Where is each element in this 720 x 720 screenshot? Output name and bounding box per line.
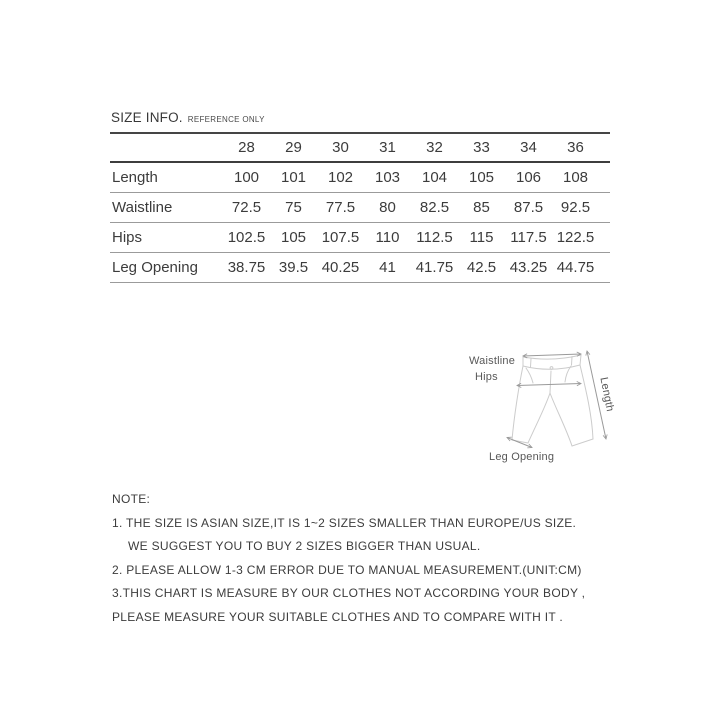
measurement-cell: 72.5 bbox=[223, 193, 270, 223]
measurement-cell: 100 bbox=[223, 162, 270, 193]
leg-opening-label: Leg Opening bbox=[489, 451, 555, 463]
measurement-cell: 82.5 bbox=[411, 193, 458, 223]
measurement-cell: 85 bbox=[458, 193, 505, 223]
table-row-length bbox=[110, 162, 610, 193]
measurement-cell: 38.75 bbox=[223, 253, 270, 283]
row-label-waistline: Waistline bbox=[110, 193, 223, 223]
measurement-cell: 42.5 bbox=[458, 253, 505, 283]
size-column-header: 30 bbox=[317, 133, 364, 162]
measurement-cell: 75 bbox=[270, 193, 317, 223]
page-title: SIZE INFO. bbox=[111, 110, 183, 125]
measurement-cell: 105 bbox=[270, 223, 317, 253]
measurement-cell: 44.75 bbox=[552, 253, 599, 283]
note-line: WE SUGGEST YOU TO BUY 2 SIZES BIGGER THAN USUAL. bbox=[128, 539, 481, 553]
size-column-header: 31 bbox=[364, 133, 411, 162]
measurement-cell: 40.25 bbox=[317, 253, 364, 283]
size-column-header: 34 bbox=[505, 133, 552, 162]
measurement-cell: 87.5 bbox=[505, 193, 552, 223]
measurement-cell: 41 bbox=[364, 253, 411, 283]
size-column-header: 36 bbox=[552, 133, 599, 162]
reference-note: REFERENCE ONLY bbox=[187, 115, 265, 124]
waistline-arrow-icon bbox=[523, 354, 581, 356]
measurement-cell: 103 bbox=[364, 162, 411, 193]
table-row-waistline bbox=[110, 193, 610, 223]
measurement-cell: 77.5 bbox=[317, 193, 364, 223]
corner-cell bbox=[110, 133, 223, 162]
hips-label: Hips bbox=[475, 371, 498, 383]
note-line: 1. THE SIZE IS ASIAN SIZE,IT IS 1~2 SIZES SMALLER THAN EUROPE/US SIZE. bbox=[112, 515, 577, 530]
size-column-header: 28 bbox=[223, 133, 270, 162]
size-column-header: 33 bbox=[458, 133, 505, 162]
size-table bbox=[110, 132, 610, 283]
measurement-cell: 110 bbox=[364, 223, 411, 253]
measurement-cell: 41.75 bbox=[411, 253, 458, 283]
length-label: Length bbox=[597, 376, 616, 413]
spacer-cell bbox=[599, 253, 610, 283]
measurement-cell: 122.5 bbox=[552, 223, 599, 253]
note-line: 2. PLEASE ALLOW 1-3 CM ERROR DUE TO MANUAL MEASUREMENT.(UNIT:CM) bbox=[112, 562, 582, 577]
measurement-cell: 117.5 bbox=[505, 223, 552, 253]
measurement-cell: 43.25 bbox=[505, 253, 552, 283]
measurement-cell: 112.5 bbox=[411, 223, 458, 253]
measurement-cell: 108 bbox=[552, 162, 599, 193]
hips-arrow-icon bbox=[517, 384, 581, 386]
table-row-leg-opening bbox=[110, 253, 610, 283]
note-line: PLEASE MEASURE YOUR SUITABLE CLOTHES AND TO COMPARE WITH IT . bbox=[112, 609, 564, 624]
notes-heading: NOTE: bbox=[112, 492, 151, 506]
measurement-cell: 102.5 bbox=[223, 223, 270, 253]
row-label-hips: Hips bbox=[110, 223, 223, 253]
row-label-leg-opening: Leg Opening bbox=[110, 253, 223, 283]
spacer-cell bbox=[599, 193, 610, 223]
measurement-cell: 107.5 bbox=[317, 223, 364, 253]
measurement-cell: 104 bbox=[411, 162, 458, 193]
waistline-label: Waistline bbox=[469, 355, 516, 367]
measurement-cell: 92.5 bbox=[552, 193, 599, 223]
pants-measurement-diagram bbox=[450, 335, 630, 470]
measurement-cell: 115 bbox=[458, 223, 505, 253]
size-header-row bbox=[110, 133, 610, 162]
measurement-cell: 80 bbox=[364, 193, 411, 223]
measurement-cell: 101 bbox=[270, 162, 317, 193]
measurement-cell: 102 bbox=[317, 162, 364, 193]
measurement-cell: 39.5 bbox=[270, 253, 317, 283]
measurement-arrows bbox=[507, 351, 606, 448]
measurement-cell: 106 bbox=[505, 162, 552, 193]
page-header bbox=[111, 109, 265, 127]
notes-section bbox=[112, 488, 624, 629]
row-label-length: Length bbox=[110, 162, 223, 193]
size-column-header: 29 bbox=[270, 133, 317, 162]
pants-outline-icon bbox=[512, 355, 593, 446]
note-line: 3.THIS CHART IS MEASURE BY OUR CLOTHES NOT ACCORDING YOUR BODY , bbox=[112, 586, 586, 600]
spacer-cell bbox=[599, 162, 610, 193]
spacer-cell bbox=[599, 223, 610, 253]
size-column-header: 32 bbox=[411, 133, 458, 162]
table-row-hips bbox=[110, 223, 610, 253]
spacer-cell bbox=[599, 133, 610, 162]
measurement-cell: 105 bbox=[458, 162, 505, 193]
